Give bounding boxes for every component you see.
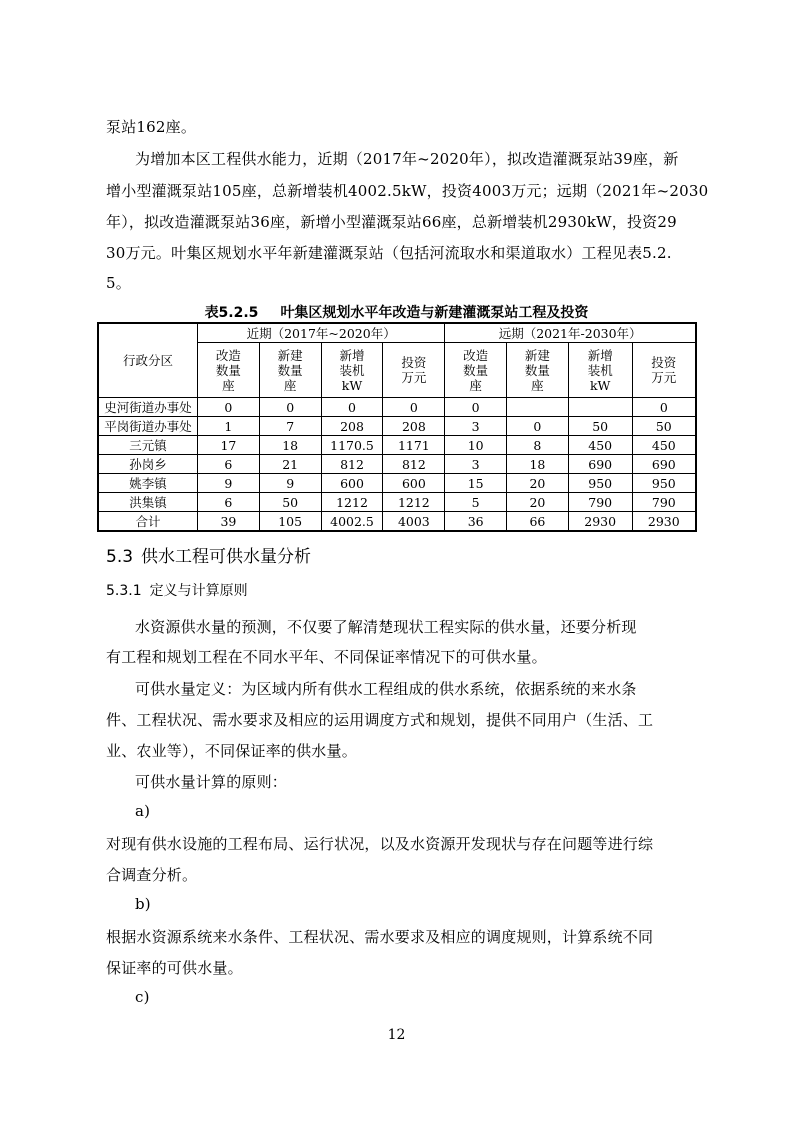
section-title: 供水工程可供水量分析 <box>141 547 312 567</box>
table-header-far-term: 远期（2021年-2030年） <box>445 323 696 343</box>
section-heading <box>106 542 311 567</box>
table-subheader-text: 座 <box>469 377 482 393</box>
table-cell <box>568 398 632 417</box>
table-cell: 0 <box>321 398 383 417</box>
table-cell: 208 <box>321 417 383 436</box>
table-subheader-text: 投资 <box>651 355 677 370</box>
list-item-marker: b) <box>135 895 151 913</box>
table-subheader-text: 万元 <box>401 370 427 385</box>
paragraph-line: 增小型灌溉泵站105座，总新增装机4002.5kW，投资4003万元；远期（2021年~2030 <box>106 182 709 200</box>
table-cell: 0 <box>259 398 321 417</box>
paragraph-line: 有工程和规划工程在不同水平年、不同保证率情况下的可供水量。 <box>106 648 547 666</box>
table-cell: 690 <box>568 455 632 474</box>
table-cell: 5 <box>445 493 507 512</box>
paragraph-line: 业、农业等），不同保证率的供水量。 <box>106 742 357 760</box>
table-subheader-cell <box>198 343 260 398</box>
table-subheader-cell <box>445 343 507 398</box>
table-subheader-text: 新建 <box>524 347 550 363</box>
table-cell: 15 <box>445 474 507 493</box>
table-subheader-text: 装机 <box>339 362 365 378</box>
table-cell-region: 洪集镇 <box>98 493 198 512</box>
table-cell: 3 <box>445 417 507 436</box>
table-cell: 790 <box>568 493 632 512</box>
table-subheader-text: 改造 <box>215 347 241 363</box>
table-cell: 0 <box>383 398 445 417</box>
paragraph-line: 件、工程状况、需水要求及相应的运用调度方式和规划，提供不同用户（生活、工 <box>106 711 654 729</box>
table-cell: 950 <box>568 474 632 493</box>
table-subheader-text: 装机 <box>587 362 613 378</box>
table-subheader-text: 座 <box>531 377 544 393</box>
paragraph-line: 保证率的可供水量。 <box>106 959 243 977</box>
table-caption <box>0 302 793 322</box>
table-cell: 1171 <box>383 436 445 455</box>
table-subheader-text: kW <box>341 377 363 393</box>
page-number: 12 <box>387 1027 406 1043</box>
table-subheader-text: 新增 <box>339 347 365 363</box>
table-row <box>98 512 696 532</box>
table-subheader-text: 数量 <box>215 362 241 378</box>
paragraph-line: 为增加本区工程供水能力，近期（2017年~2020年），拟改造灌溉泵站39座，新 <box>135 150 679 168</box>
table-row <box>98 493 696 512</box>
table-row <box>98 455 696 474</box>
paragraph-line: 合调查分析。 <box>106 866 198 884</box>
section-number: 5.3 <box>106 547 134 567</box>
table-cell: 208 <box>383 417 445 436</box>
table-cell: 600 <box>321 474 383 493</box>
subsection-title: 定义与计算原则 <box>149 583 248 599</box>
table-cell: 1 <box>198 417 260 436</box>
table-cell: 9 <box>198 474 260 493</box>
table-subheader-text: 数量 <box>463 362 489 378</box>
table-row <box>98 436 696 455</box>
table-row <box>98 474 696 493</box>
list-item-marker: a) <box>135 802 151 820</box>
table-cell: 2930 <box>568 512 632 532</box>
table-cell: 1212 <box>321 493 383 512</box>
paragraph-line: 5。 <box>106 274 131 292</box>
table-subheader-cell <box>383 343 445 398</box>
table-subheader-text: 改造 <box>463 347 489 363</box>
table-cell: 50 <box>568 417 632 436</box>
table-cell: 17 <box>198 436 260 455</box>
paragraph-line: 可供水量计算的原则： <box>135 773 288 791</box>
table-cell: 812 <box>383 455 445 474</box>
table-subheader-text: 数量 <box>277 362 303 378</box>
table-cell: 0 <box>445 398 507 417</box>
list-item-marker: c) <box>135 988 150 1006</box>
table-cell: 2930 <box>632 512 696 532</box>
table-cell-region: 孙岗乡 <box>98 455 198 474</box>
table-cell: 1170.5 <box>321 436 383 455</box>
table-subheader-text: 座 <box>283 377 297 393</box>
table-subheader-text: 新增 <box>587 347 613 363</box>
table-cell: 20 <box>507 474 569 493</box>
table-cell-region: 三元镇 <box>98 436 198 455</box>
pump-station-table <box>97 322 697 532</box>
table-subheader-cell <box>632 343 696 398</box>
table-cell: 600 <box>383 474 445 493</box>
table-cell: 450 <box>568 436 632 455</box>
subsection-heading <box>106 580 248 600</box>
table-cell: 450 <box>632 436 696 455</box>
table-cell: 6 <box>198 493 260 512</box>
table-cell: 0 <box>198 398 260 417</box>
paragraph-line: 可供水量定义：为区域内所有供水工程组成的供水系统，依据系统的来水条 <box>135 680 637 698</box>
table-cell: 812 <box>321 455 383 474</box>
table-cell-region: 史河街道办事处 <box>98 398 198 417</box>
table-caption-title: 叶集区规划水平年改造与新建灌溉泵站工程及投资 <box>280 305 589 321</box>
table-cell: 8 <box>507 436 569 455</box>
table-cell: 0 <box>632 398 696 417</box>
table-cell: 6 <box>198 455 260 474</box>
table-cell: 0 <box>507 417 569 436</box>
table-subheader-cell <box>259 343 321 398</box>
table-cell: 3 <box>445 455 507 474</box>
table-cell: 50 <box>259 493 321 512</box>
table-subheader-text: 座 <box>222 377 235 393</box>
table-cell: 66 <box>507 512 569 532</box>
table-cell: 18 <box>507 455 569 474</box>
table-cell: 50 <box>632 417 696 436</box>
table-caption-number: 表5.2.5 <box>204 305 259 321</box>
table-row <box>98 417 696 436</box>
table-cell: 21 <box>259 455 321 474</box>
table-subheader-text: 投资 <box>401 355 427 370</box>
table-cell: 690 <box>632 455 696 474</box>
table-cell: 4003 <box>383 512 445 532</box>
table-cell: 10 <box>445 436 507 455</box>
table-subheader-cell <box>321 343 383 398</box>
table-cell: 18 <box>259 436 321 455</box>
table-subheader-cell <box>568 343 632 398</box>
table-cell: 7 <box>259 417 321 436</box>
table-cell: 9 <box>259 474 321 493</box>
table-subheader-text: 数量 <box>524 362 550 378</box>
table-cell: 950 <box>632 474 696 493</box>
table-cell: 105 <box>259 512 321 532</box>
table-cell: 790 <box>632 493 696 512</box>
table-header-near-term: 近期（2017年~2020年） <box>198 323 445 343</box>
table-cell: 1212 <box>383 493 445 512</box>
table-cell <box>507 398 569 417</box>
paragraph-line: 根据水资源系统来水条件、工程状况、需水要求及相应的调度规则，计算系统不同 <box>106 928 654 946</box>
table-cell-region: 合计 <box>98 512 198 532</box>
paragraph-line: 30万元。叶集区规划水平年新建灌溉泵站（包括河流取水和渠道取水）工程见表5.2. <box>106 244 672 262</box>
subsection-number: 5.3.1 <box>106 583 142 599</box>
table-subheader-text: kW <box>589 377 611 393</box>
table-cell: 39 <box>198 512 260 532</box>
table-row <box>98 398 696 417</box>
table-subheader-cell <box>507 343 569 398</box>
paragraph-line: 水资源供水量的预测，不仅要了解清楚现状工程实际的供水量，还要分析现 <box>135 618 637 636</box>
paragraph-line: 对现有供水设施的工程布局、运行状况，以及水资源开发现状与存在问题等进行综 <box>106 835 654 853</box>
table-cell: 36 <box>445 512 507 532</box>
table-subheader-text: 新建 <box>277 347 303 363</box>
table-cell: 20 <box>507 493 569 512</box>
paragraph-line: 泵站162座。 <box>106 118 197 136</box>
table-header-region: 行政分区 <box>98 323 198 398</box>
table-subheader-text: 万元 <box>651 370 677 385</box>
paragraph-line: 年），拟改造灌溉泵站36座，新增小型灌溉泵站66座，总新增装机2930kW，投资29 <box>106 213 677 231</box>
table-cell: 4002.5 <box>321 512 383 532</box>
table-cell-region: 平岗街道办事处 <box>98 417 198 436</box>
table-cell-region: 姚李镇 <box>98 474 198 493</box>
